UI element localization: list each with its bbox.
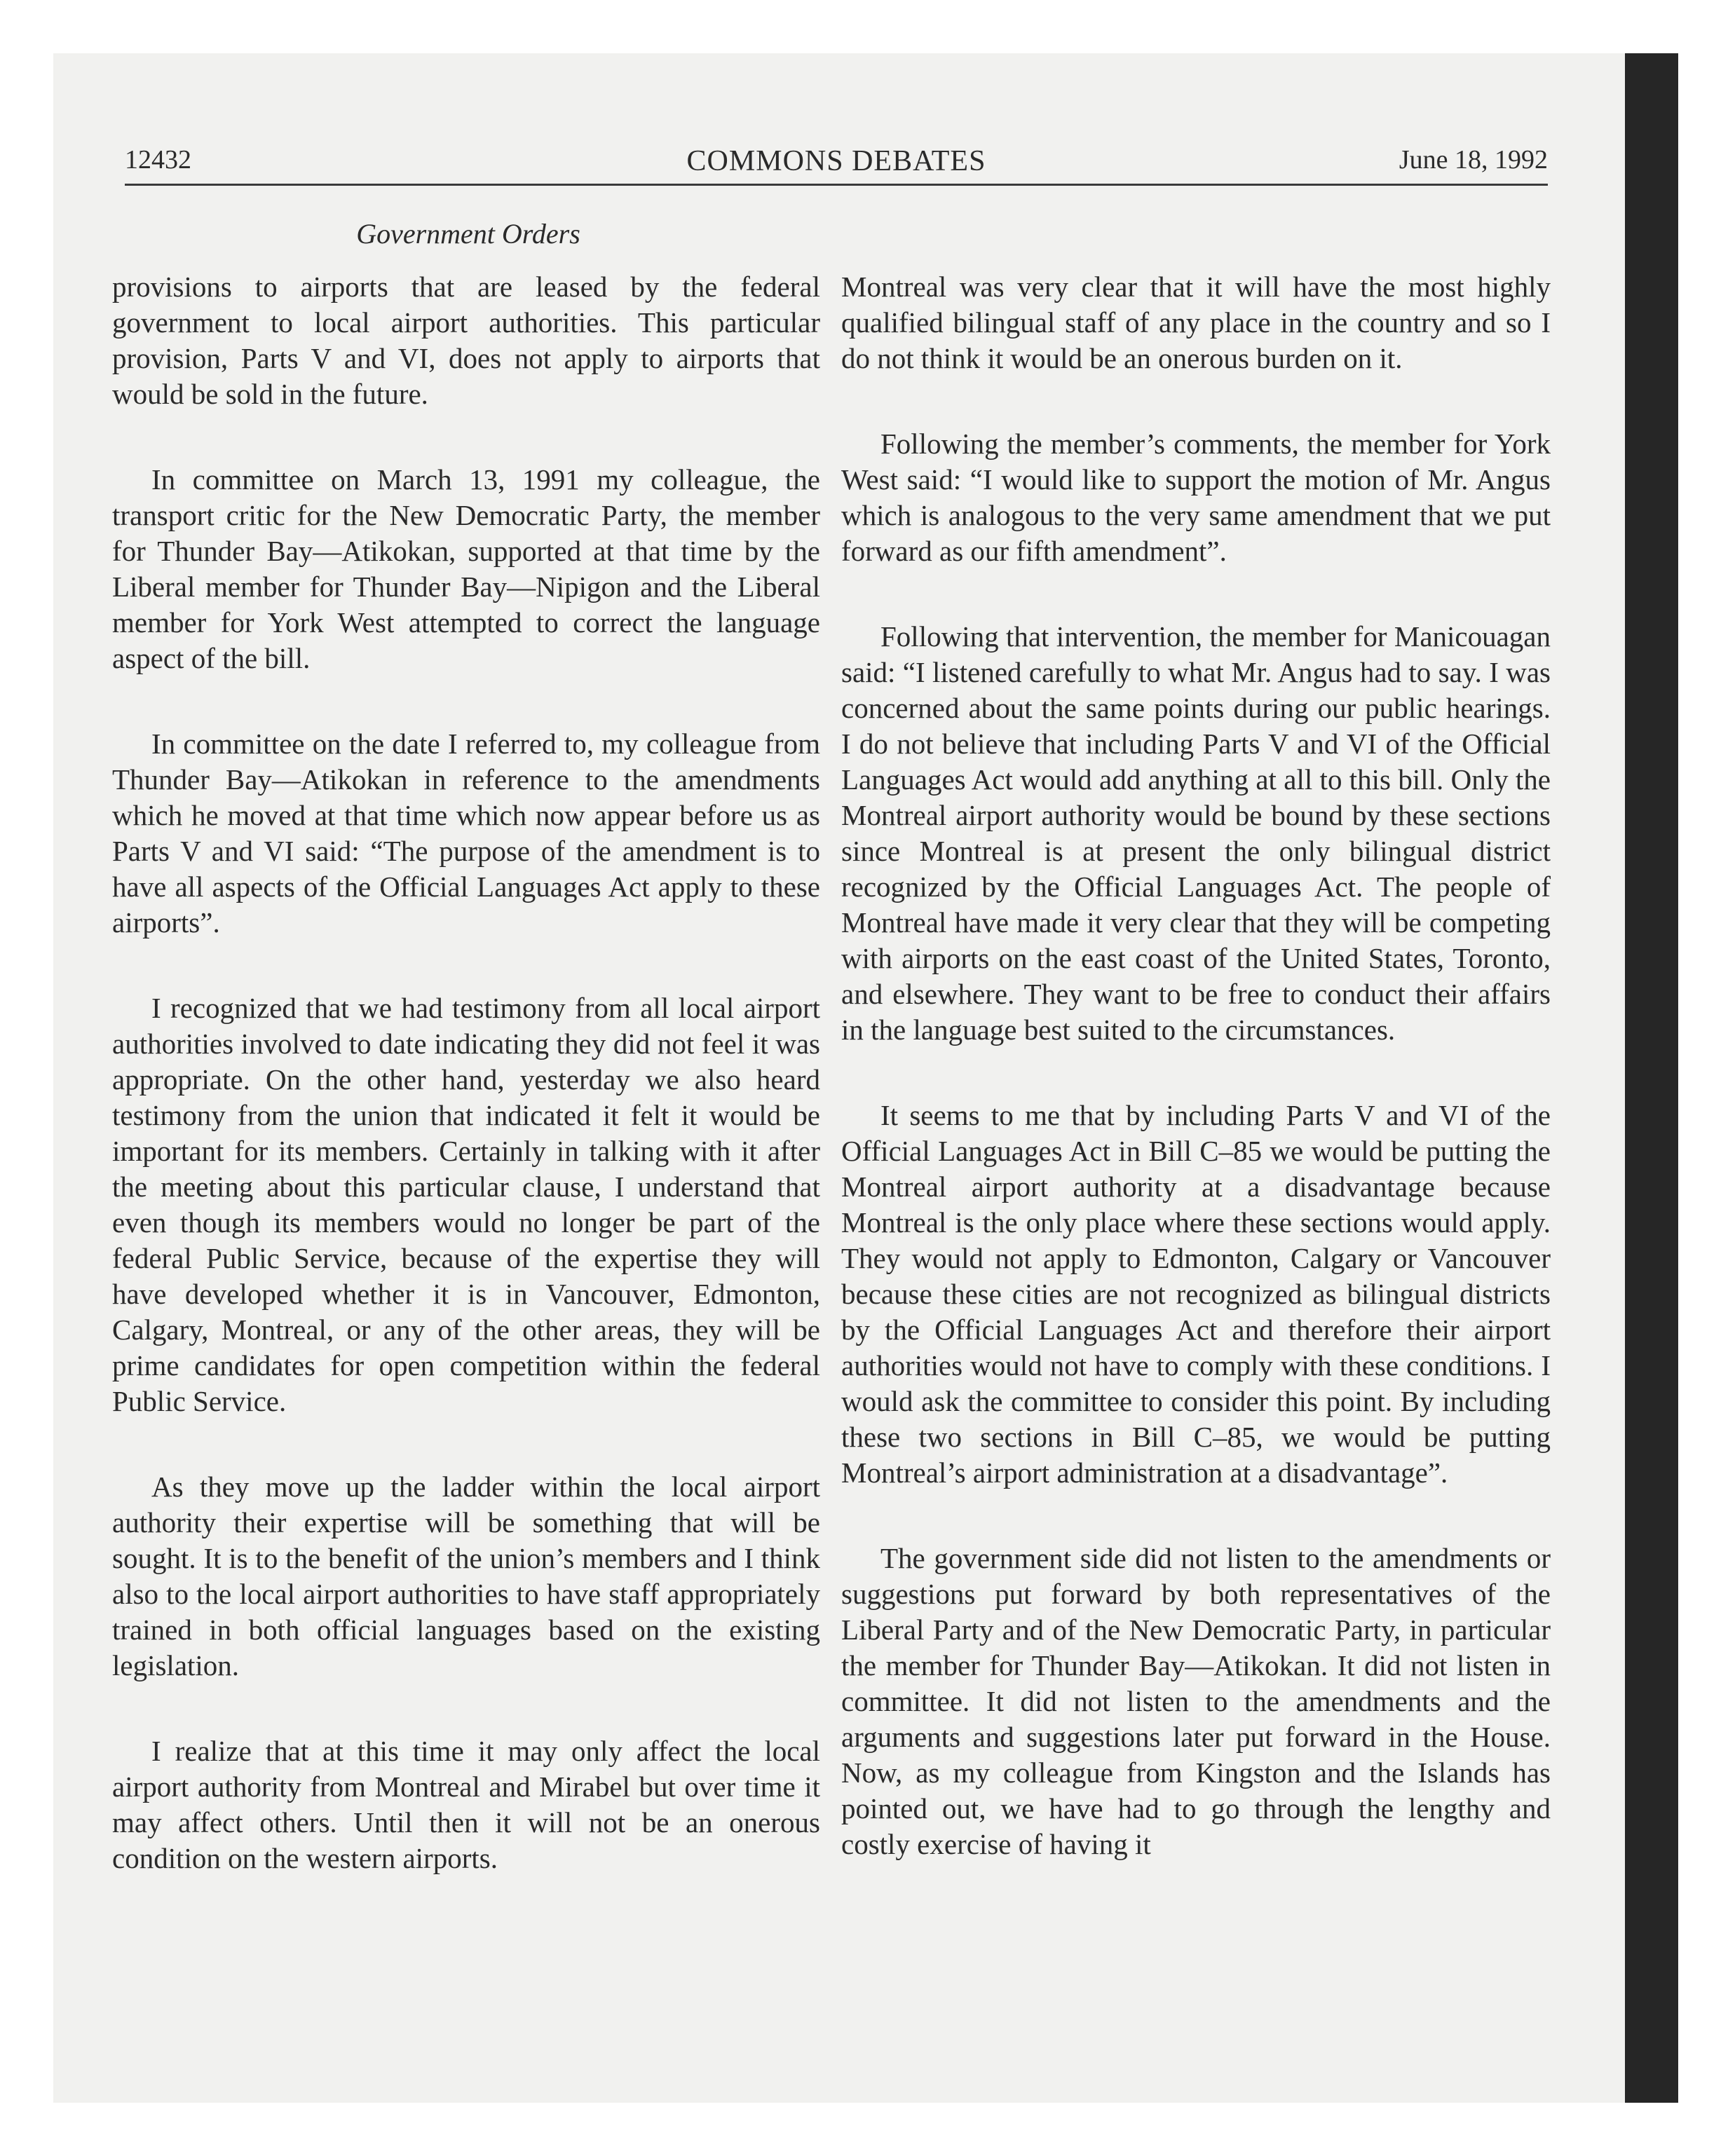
page-number: 12432 — [125, 145, 191, 175]
paragraph: As they move up the ladder within the local airport authority their expertise will be something that will be sought. It is to the benefit of the union’s members and I think also to the local airport authorities to have staff appropriately trained in both official languages based on the existing legislation. — [112, 1471, 820, 1681]
section-heading: Government Orders — [356, 218, 580, 250]
header-rule — [125, 184, 1548, 186]
paragraph: The government side did not listen to the amendments or suggestions put forward by both representatives of the Liberal Party and of the New Democratic Party, in particular the member for Thunder Bay—Atikokan. It did not listen in committee. It did not listen to the amendments and the arguments and suggestions later put forward in the House. Now, as my colleague from Kingston and the Islands has pointed out, we have had to go through the lengthy and costly exercise of having it — [841, 1542, 1551, 1860]
running-head — [125, 144, 1548, 181]
paragraph: It seems to me that by including Parts V and VI of the Official Languages Act in Bill C–85 we would be putting the Montreal airport authority at a disadvantage because Montreal is the only place where these sections would apply. They would not apply to Edmonton, Calgary or Vancouver because these cities are not recognized as bilingual districts by the Official Languages Act and therefore their airport authorities would not have to comply with these conditions. I would ask the committee to consider this point. By including these two sections in Bill C–85, we would be putting Montreal’s airport administration at a disadvantage”. — [841, 1099, 1551, 1489]
paragraph: Following the member’s comments, the member for York West said: “I would like to support the motion of Mr. Angus which is analogous to the very same amendment that we put forward as our fifth amendment”. — [841, 428, 1551, 567]
paragraph: I recognized that we had testimony from all local airport authorities involved to date indicating they did not feel it was appropriate. On the other hand, yesterday we also heard testimony from the union that indicated it felt it would be important for its members. Certainly in talking with it after the meeting about this particular clause, I understand that even though its members would no longer be part of the federal Public Service, because of the expertise they will have developed whether it is in Vancouver, Edmonton, Calgary, Montreal, or any of the other areas, they will be prime candidates for open competition within the federal Public Service. — [112, 992, 820, 1417]
paragraph: In committee on the date I referred to, my colleague from Thunder Bay—Atikokan in reference to the amendments which he moved at that time which now appear before us as Parts V and VI said: “The purpose of the amendment is to have all aspects of the Official Languages Act apply to these airports”. — [112, 728, 820, 939]
scan-edge-shadow — [1625, 53, 1678, 2103]
publication-title: COMMONS DEBATES — [686, 145, 986, 177]
debate-date: June 18, 1992 — [1399, 145, 1548, 175]
paragraph: provisions to airports that are leased by the federal government to local airport authorities. This particular provision, Parts V and VI, does not apply to airports that would be sold in the future. — [112, 271, 820, 410]
left-column — [112, 269, 820, 1926]
paragraph: I realize that at this time it may only affect the local airport authority from Montreal and Mirabel but over time it may affect others. Until then it will not be an onerous condition on the western airports. — [112, 1735, 820, 1874]
paragraph: In committee on March 13, 1991 my colleague, the transport critic for the New Democratic Party, the member for Thunder Bay—Atikokan, supported at that time by the Liberal member for Thunder Bay—Nipigon and the Liberal member for York West attempted to correct the language aspect of the bill. — [112, 463, 820, 674]
right-column — [841, 269, 1551, 1912]
paragraph: Montreal was very clear that it will have the most highly qualified bilingual staff of any place in the country and so I do not think it would be an onerous burden on it. — [841, 271, 1551, 374]
paragraph: Following that intervention, the member for Manicouagan said: “I listened carefully to what Mr. Angus had to say. I was concerned about the same points during our public hearings. I do not believe that including Parts V and VI of the Official Languages Act would add anything at all to this bill. Only the Montreal airport authority would be bound by these sections since Montreal is at present the only bilingual district recognized by the Official Languages Act. The people of Montreal have made it very clear that they will be competing with airports on the east coast of the United States, Toronto, and elsewhere. They want to be free to conduct their affairs in the language best suited to the circumstances. — [841, 620, 1551, 1046]
